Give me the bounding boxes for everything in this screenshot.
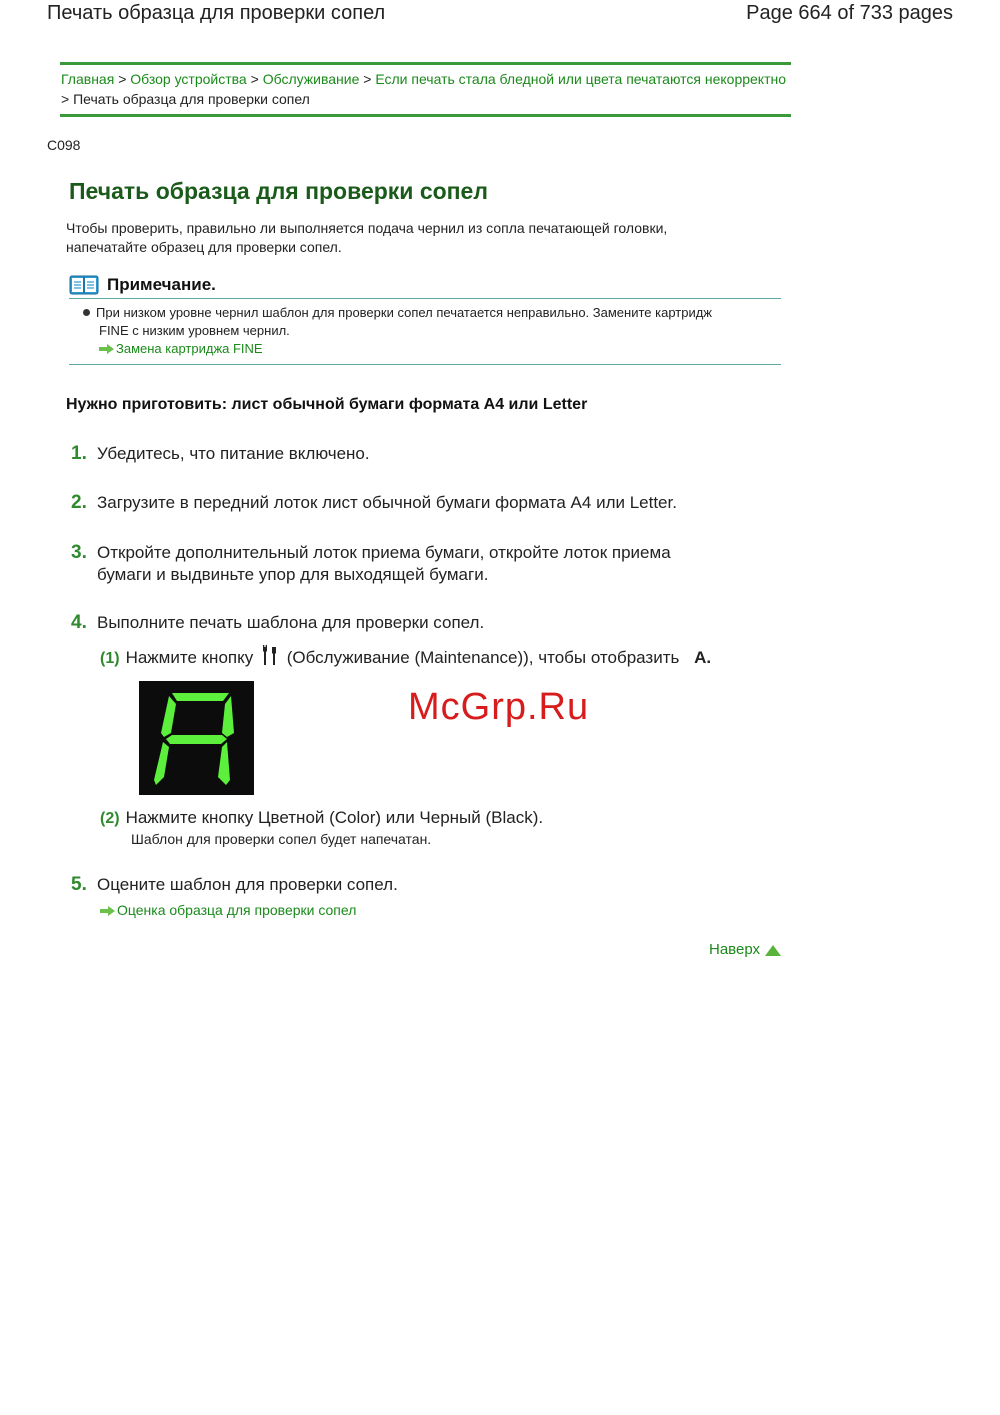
note-text: FINE с низким уровнем чернил. xyxy=(99,323,290,338)
maintenance-icon xyxy=(260,645,280,667)
document-header-title: Печать образца для проверки сопел xyxy=(47,2,386,24)
note-body xyxy=(69,299,781,365)
step-number: 2. xyxy=(71,492,87,513)
page-indicator: Page 664 of 733 pages xyxy=(746,2,953,24)
replace-cartridge-link[interactable]: Замена картриджа FINE xyxy=(116,341,263,356)
evaluate-pattern-link-row xyxy=(100,902,356,918)
step-5 xyxy=(71,874,398,896)
intro-text xyxy=(66,219,766,257)
breadcrumb-current: Печать образца для проверки сопел xyxy=(73,91,310,107)
substep-1 xyxy=(100,645,711,670)
substep-number: (1) xyxy=(100,650,120,667)
breadcrumb-separator: > xyxy=(250,71,259,87)
breadcrumb-separator: > xyxy=(118,71,127,87)
breadcrumb-link-device-overview[interactable]: Обзор устройства xyxy=(130,71,247,87)
substep-text: Нажмите кнопку Цветной (Color) или Черный (Black). xyxy=(125,808,544,827)
evaluate-pattern-link[interactable]: Оценка образца для проверки сопел xyxy=(117,902,357,918)
breadcrumb-link-faded-print[interactable]: Если печать стала бледной или цвета печатаются некорректно xyxy=(375,71,787,87)
book-icon xyxy=(69,274,99,296)
step-3 xyxy=(71,542,671,586)
step-4 xyxy=(71,612,484,634)
substep-text: (Обслуживание (Maintenance)), чтобы отобразить xyxy=(286,648,680,667)
note-text: При низком уровне чернил шаблон для проверки сопел печатается неправильно. Замените картридж xyxy=(96,305,712,320)
document-code: C098 xyxy=(47,137,81,153)
step-text: Выполните печать шаблона для проверки сопел. xyxy=(97,613,485,632)
step-number: 5. xyxy=(71,874,87,895)
display-char: A. xyxy=(694,648,712,667)
intro-line: Чтобы проверить, правильно ли выполняется подача чернил из сопла печатающей головки, xyxy=(66,220,668,236)
substep-note: Шаблон для проверки сопел будет напечатан. xyxy=(131,831,432,847)
note-header xyxy=(69,272,781,299)
breadcrumb-link-home[interactable]: Главная xyxy=(61,71,115,87)
step-text: Откройте дополнительный лоток приема бумаги, откройте лоток приема xyxy=(97,543,671,562)
page-title: Печать образца для проверки сопел xyxy=(69,178,488,204)
substep-2 xyxy=(100,807,543,830)
step-text: Оцените шаблон для проверки сопел. xyxy=(97,875,398,894)
step-number: 1. xyxy=(71,443,87,464)
note-box xyxy=(69,272,781,365)
bullet-icon xyxy=(83,309,90,316)
breadcrumb-separator: > xyxy=(61,91,70,107)
arrow-right-icon xyxy=(100,906,115,916)
arrow-right-icon xyxy=(99,344,114,354)
lcd-display xyxy=(139,681,254,795)
step-2 xyxy=(71,492,677,514)
requirements-heading: Нужно приготовить: лист обычной бумаги формата A4 или Letter xyxy=(66,396,588,413)
step-text: Убедитесь, что питание включено. xyxy=(97,444,370,463)
breadcrumb-link-maintenance[interactable]: Обслуживание xyxy=(262,71,360,87)
triangle-up-icon[interactable] xyxy=(765,945,781,956)
breadcrumb xyxy=(60,62,791,117)
substep-text: Нажмите кнопку xyxy=(125,648,254,667)
step-number: 3. xyxy=(71,542,87,563)
substep-number: (2) xyxy=(100,810,120,827)
intro-line: напечатайте образец для проверки сопел. xyxy=(66,239,342,255)
step-number: 4. xyxy=(71,612,87,633)
back-to-top-row xyxy=(709,941,781,958)
note-title: Примечание. xyxy=(107,275,216,294)
back-to-top-link[interactable]: Наверх xyxy=(709,941,760,958)
step-text: Загрузите в передний лоток лист обычной бумаги формата A4 или Letter. xyxy=(97,493,677,512)
step-text: бумаги и выдвиньте упор для выходящей бумаги. xyxy=(97,565,489,584)
step-1 xyxy=(71,443,370,465)
watermark: McGrp.Ru xyxy=(408,686,590,728)
breadcrumb-separator: > xyxy=(363,71,372,87)
lcd-char-a xyxy=(139,681,254,795)
